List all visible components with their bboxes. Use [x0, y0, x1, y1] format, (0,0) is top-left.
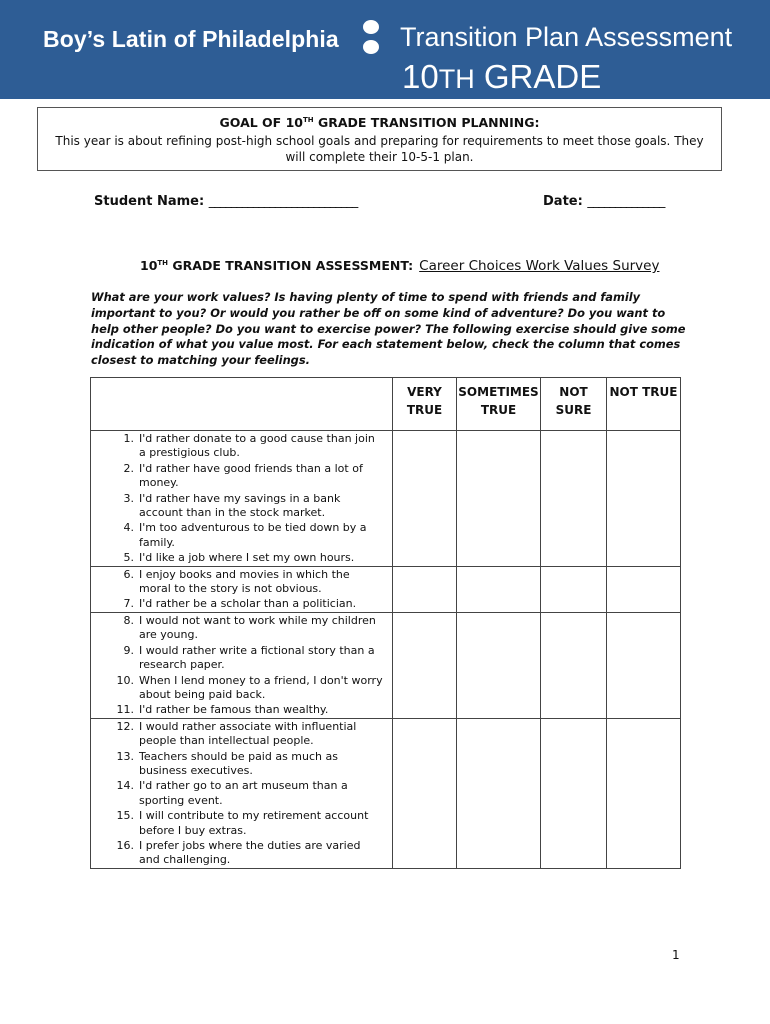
document-title: Transition Plan Assessment: [400, 22, 733, 52]
item-text: I enjoy books and movies in which the moral to the story is not obvious.: [139, 567, 350, 596]
header-banner: [0, 0, 770, 99]
column-header-not-sure: NOT SURE: [541, 378, 607, 431]
column-header-very-true: VERY TRUE: [393, 378, 457, 431]
check-cell-not-true[interactable]: [607, 566, 681, 612]
item-number: 1.: [123, 432, 134, 445]
item-number: 11.: [116, 703, 134, 717]
list-item: [91, 778, 392, 808]
column-header-not-true: NOT TRUE: [607, 378, 681, 431]
statements-cell: [91, 718, 393, 868]
item-text: Teachers should be paid as much as business executives.: [139, 749, 338, 777]
school-name: Boy’s Latin of Philadelphia: [43, 26, 339, 52]
goal-title: GOAL OF 10TH GRADE TRANSITION PLANNING:: [219, 115, 540, 130]
item-number: 10.: [116, 673, 134, 687]
student-name-line[interactable]: ___________________________: [208, 194, 358, 209]
item-number: 7.: [123, 597, 134, 611]
column-header-sometimes-true: SOMETIMES TRUE: [457, 378, 541, 431]
grade-word: GRADE: [483, 58, 602, 95]
check-cell-not-sure[interactable]: [541, 612, 607, 718]
check-cell-sometimes-true[interactable]: [457, 566, 541, 612]
assessment-heading: 10TH GRADE TRANSITION ASSESSMENT: Career Choices Work Values Survey: [140, 258, 660, 274]
item-text: I'd like a job where I set my own hours.: [139, 551, 355, 565]
student-name-field[interactable]: [94, 194, 357, 209]
list-item: [91, 520, 392, 550]
table-row: [91, 566, 681, 612]
statement-column-header: [91, 378, 393, 431]
date-field[interactable]: [543, 194, 664, 209]
check-cell-sometimes-true[interactable]: [457, 612, 541, 718]
list-item: [91, 808, 392, 838]
goal-text: This year is about refining post-high school goals and preparing for requirements to meet those goals. They will complete their 10-5-1 plan.: [55, 134, 704, 164]
check-cell-very-true[interactable]: [393, 566, 457, 612]
table-row: [91, 431, 681, 567]
item-number: 5.: [123, 551, 134, 565]
student-name-label: Student Name:: [94, 194, 205, 209]
item-text: I'd rather have good friends than a lot of money.: [139, 461, 363, 490]
item-text: I'd rather go to an art museum than a sporting event.: [139, 779, 348, 807]
list-item: [91, 749, 392, 779]
intro-paragraph: What are your work values? Is having plenty of time to spend with friends and family important to you? Or would you rather be off on some kind of adventure? Do you want to help other people? Do you want to exercise power? The following exercise should give some indication of what you value most. For each statement below, check the column that comes closest to matching your feelings.: [91, 290, 686, 368]
table-row: [91, 612, 681, 718]
item-number: 13.: [116, 749, 134, 763]
check-cell-not-sure[interactable]: [541, 431, 607, 567]
list-item: [91, 550, 392, 565]
item-text: I prefer jobs where the duties are varied and challenging.: [139, 838, 361, 867]
item-text: I would rather associate with influential people than intellectual people.: [139, 719, 357, 748]
check-cell-sometimes-true[interactable]: [457, 718, 541, 868]
item-number: 15.: [116, 809, 134, 823]
list-item: [91, 491, 392, 521]
check-cell-very-true[interactable]: [393, 431, 457, 567]
list-item: [91, 673, 392, 703]
item-number: 3.: [123, 491, 134, 505]
item-text: I would not want to work while my children are young.: [139, 613, 376, 642]
page-number: 1: [672, 948, 680, 962]
check-cell-very-true[interactable]: [393, 718, 457, 868]
check-cell-very-true[interactable]: [393, 612, 457, 718]
statements-cell: [91, 612, 393, 718]
list-item: [91, 431, 392, 461]
item-number: 8.: [123, 613, 134, 627]
item-text: I'd rather have my savings in a bank account than in the stock market.: [139, 491, 341, 520]
item-number: 6.: [123, 567, 134, 581]
survey-name: Career Choices Work Values Survey: [419, 258, 660, 274]
item-text: I'd rather be a scholar than a politician.: [139, 597, 357, 611]
list-item: [91, 719, 392, 749]
check-cell-not-true[interactable]: [607, 612, 681, 718]
table-row: [91, 718, 681, 868]
table-header-row: [91, 378, 681, 431]
grade-suffix: TH: [438, 64, 475, 94]
survey-table: [90, 377, 681, 869]
item-text: I would rather write a fictional story than a research paper.: [139, 643, 375, 672]
item-number: 12.: [116, 719, 134, 733]
list-item: [91, 702, 392, 717]
item-text: I'd rather be famous than wealthy.: [139, 703, 329, 717]
check-cell-sometimes-true[interactable]: [457, 431, 541, 567]
goal-box: [37, 107, 722, 171]
check-cell-not-sure[interactable]: [541, 718, 607, 868]
item-text: I'd rather donate to a good cause than join a prestigious club.: [139, 432, 375, 460]
item-number: 4.: [123, 521, 134, 535]
check-cell-not-true[interactable]: [607, 718, 681, 868]
date-line[interactable]: ______________: [587, 194, 665, 209]
grade-number: 10: [402, 58, 439, 95]
list-item: [91, 643, 392, 673]
item-text: I will contribute to my retirement account before I buy extras.: [139, 809, 369, 837]
item-number: 16.: [116, 838, 134, 852]
check-cell-not-sure[interactable]: [541, 566, 607, 612]
item-number: 2.: [123, 461, 134, 475]
item-number: 9.: [123, 643, 134, 657]
list-item: [91, 567, 392, 597]
list-item: [91, 838, 392, 868]
list-item: [91, 461, 392, 491]
grade-heading: [402, 58, 601, 96]
statements-cell: [91, 431, 393, 567]
item-number: 14.: [116, 779, 134, 793]
item-text: I'm too adventurous to be tied down by a family.: [139, 521, 367, 549]
date-label: Date:: [543, 194, 583, 209]
statements-cell: [91, 566, 393, 612]
logo-colon-icon: [362, 20, 380, 56]
list-item: [91, 613, 392, 643]
list-item: [91, 596, 392, 611]
item-text: When I lend money to a friend, I don't worry about being paid back.: [139, 673, 383, 701]
check-cell-not-true[interactable]: [607, 431, 681, 567]
